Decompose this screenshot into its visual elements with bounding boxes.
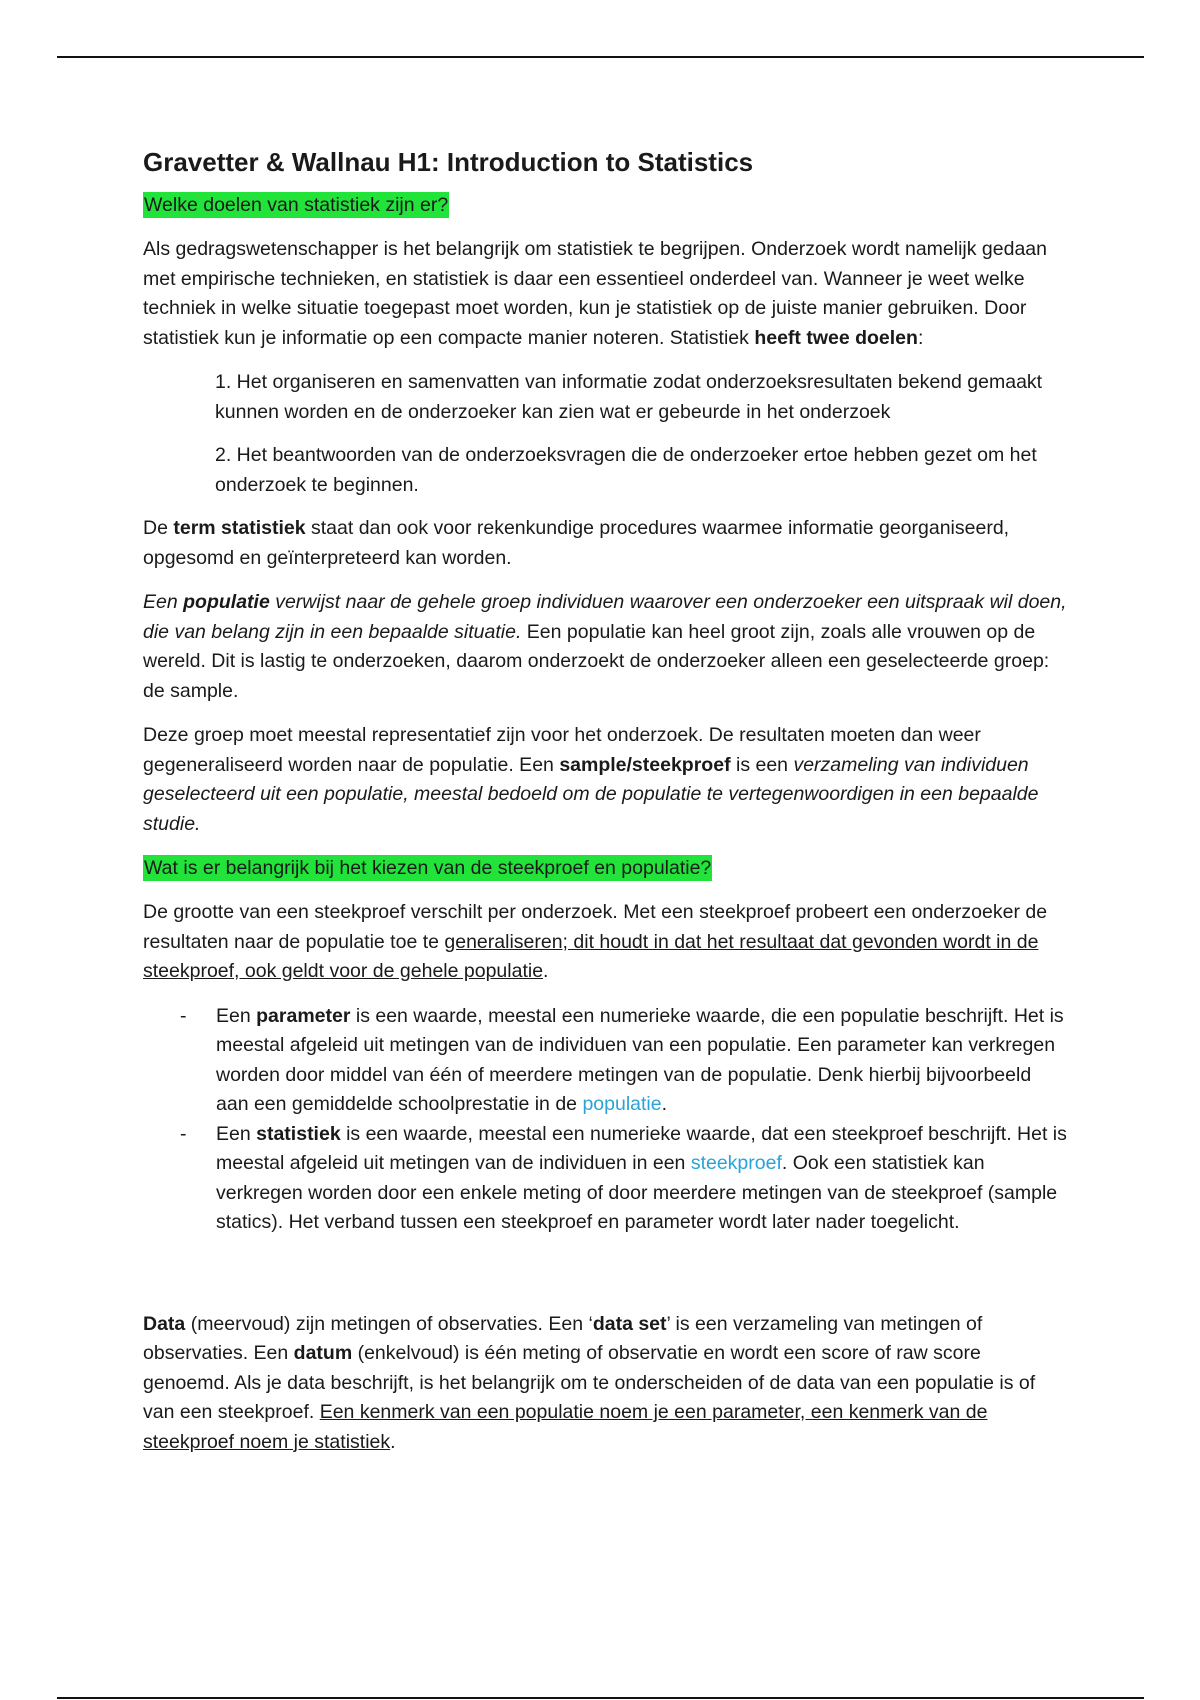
header-rule [57,56,1144,58]
question-heading-goals: Welke doelen van statistiek zijn er? [144,194,449,216]
list-item-statistiek: - Een statistiek is een waarde, meestal een numerieke waarde, dat een steekproef beschrijft. Het is meestal afgeleid uit metingen van de individuen in een steekproef. Ook een statistiek kan verkregen worden door een enkele meting of door meerdere metingen van de steekproef (sample statics). Het verband tussen een steekproef en parameter wordt later nader toegelicht. [180,1122,1067,1233]
document-body [143,145,1068,1472]
paragraph-populatie: Een populatie verwijst naar de gehele groep individuen waarover een onderzoeker een uitspraak wil doen, die van belang zijn in een bepaalde situatie. Een populatie kan heel groot zijn, zoals alle vrouwen op de wereld. Dit is lastig te onderzoeken, daarom onderzoekt de onderzoeker alleen een geselecteerde groep: de sample. [143,591,1067,702]
paragraph-term-statistiek: De term statistiek staat dan ook voor rekenkundige procedures waarmee informatie georganiseerd, opgesomd en geïnterpreteerd kan worden. [143,517,1010,569]
bullet-list [143,1002,1068,1238]
list-item-parameter: - Een parameter is een waarde, meestal een numerieke waarde, die een populatie beschrijft. Het is meestal afgeleid uit metingen van de individuen van een populatie. Een parameter kan verkregen worden door middel van één of meerdere metingen van de populatie. Denk hierbij bijvoorbeeld aan een gemiddelde schoolprestatie in de populatie. [180,1004,1064,1115]
page-title: Gravetter & Wallnau H1: Introduction to Statistics [143,147,754,177]
paragraph-data: Data (meervoud) zijn metingen of observaties. Een ‘data set’ is een verzameling van metingen of observaties. Een datum (enkelvoud) is één meting of observatie en wordt een score of raw score genoemd. Als je data beschrijft, is het belangrijk om te onderscheiden of de data van een populatie is of van een steekproef. Een kenmerk van een populatie noem je een parameter, een kenmerk van de steekproef noem je statistiek. [143,1312,1036,1453]
footer-rule [57,1697,1144,1699]
link-populatie[interactable]: populatie [582,1093,662,1115]
numbered-item-1: 1. Het organiseren en samenvatten van informatie zodat onderzoeksresultaten bekend gemaakt kunnen worden en de onderzoeker kan zien wat er gebeurde in het onderzoek [215,371,1043,423]
paragraph-sample: Deze groep moet meestal representatief zijn voor het onderzoek. De resultaten moeten dan weer gegeneraliseerd worden naar de populatie. Een sample/steekproef is een verzameling van individuen geselecteerd uit een populatie, meestal bedoeld om de populatie te vertegenwoordigen in een bepaalde studie. [143,724,1039,835]
numbered-item-2: 2. Het beantwoorden van de onderzoeksvragen die de onderzoeker ertoe hebben gezet om het onderzoek te beginnen. [215,444,1037,496]
question-heading-sample: Wat is er belangrijk bij het kiezen van de steekproef en populatie? [144,857,712,879]
paragraph-intro: Als gedragswetenschapper is het belangrijk om statistiek te begrijpen. Onderzoek wordt namelijk gedaan met empirische technieken, en statistiek is daar een essentieel onderdeel van. Wanneer je weet welke techniek in welke situatie toegepast moet worden, kun je statistiek op de juiste manier gebruiken. Door statistiek kun je informatie op een compacte manier noteren. Statistiek heeft twee doelen: [143,238,1047,349]
link-steekproef[interactable]: steekproef [690,1152,782,1174]
paragraph-generaliseren: De grootte van een steekproef verschilt per onderzoek. Met een steekproef probeert een onderzoeker de resultaten naar de populatie toe te generaliseren; dit houdt in dat het resultaat dat gevonden wordt in de steekproef, ook geldt voor de gehele populatie. [143,901,1048,982]
